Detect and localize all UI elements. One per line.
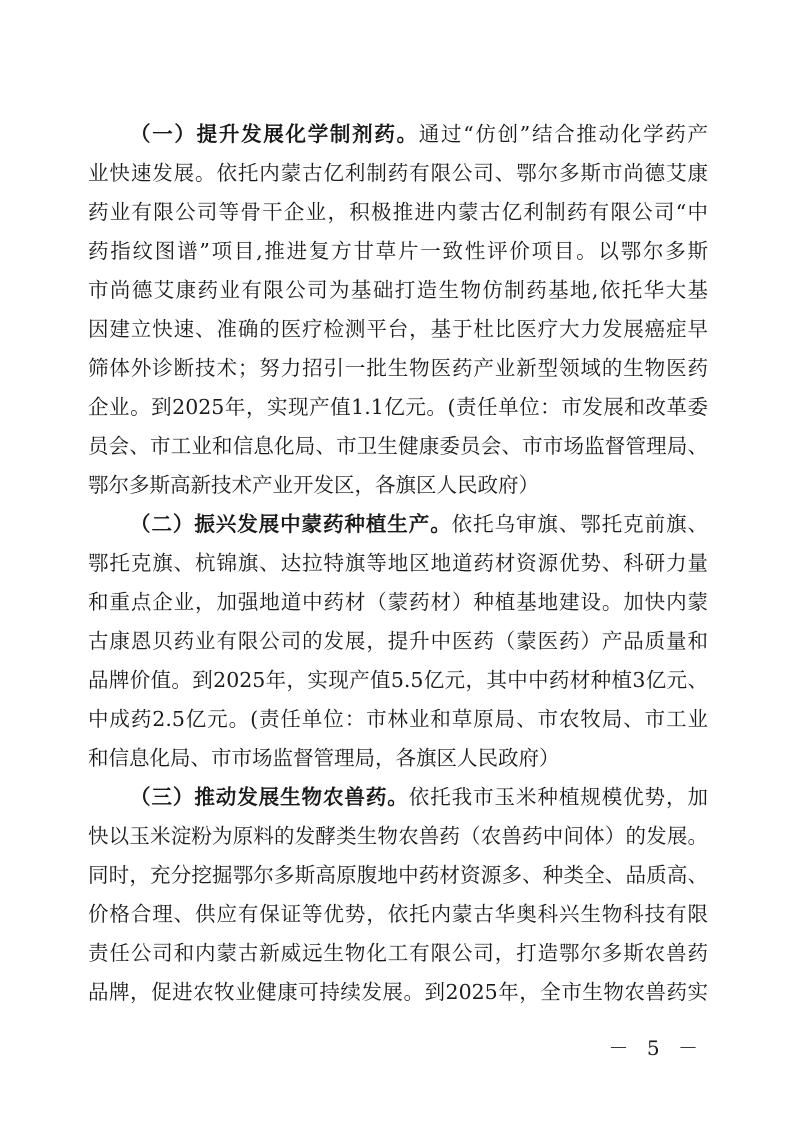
section-1-line-6: 因建立快速、准确的医疗检测平台，基于杜比医疗大力发展癌症早 bbox=[88, 317, 708, 341]
section-1-line-1-text: 通过“仿创”结合推动化学药产 bbox=[418, 122, 708, 146]
section-2-line-1 bbox=[130, 506, 708, 542]
section-2-line-7: 和信息化局、市市场监督管理局，各旗区人民政府） bbox=[88, 746, 560, 770]
section-2-line-2: 鄂托克旗、杭锦旗、达拉特旗等地区地道药材资源优势、科研力量 bbox=[88, 551, 708, 575]
section-2-heading: （二）振兴发展中蒙药种植生产。 bbox=[130, 512, 452, 536]
section-1-line-2: 业快速发展。依托内蒙古亿利制药有限公司、鄂尔多斯市尚德艾康 bbox=[88, 161, 708, 185]
section-3-line-1 bbox=[130, 779, 708, 815]
section-1-line-8: 企业。到2025年，实现产值1.1亿元。(责任单位：市发展和改革委 bbox=[88, 395, 708, 419]
section-2-line-1-text: 依托乌审旗、鄂托克前旗、 bbox=[451, 512, 709, 536]
section-3-heading: （三）推动发展生物农兽药。 bbox=[130, 785, 409, 809]
section-3-line-4: 价格合理、供应有保证等优势，依托内蒙古华奥科兴生物科技有限 bbox=[88, 902, 708, 926]
section-1-line-5: 市尚德艾康药业有限公司为基础打造生物仿制药基地,依托华大基 bbox=[88, 278, 708, 302]
section-1-line-9: 员会、市工业和信息化局、市卫生健康委员会、市市场监督管理局、 bbox=[88, 434, 708, 458]
section-2-line-4: 古康恩贝药业有限公司的发展，提升中医药（蒙医药）产品质量和 bbox=[88, 629, 708, 653]
section-2-line-5: 品牌价值。到2025年，实现产值5.5亿元，其中中药材种植3亿元、 bbox=[88, 668, 708, 692]
section-3-line-6: 品牌，促进农牧业健康可持续发展。到2025年，全市生物农兽药实 bbox=[88, 980, 708, 1004]
section-3-line-1-text: 依托我市玉米种植规模优势，加 bbox=[408, 785, 708, 809]
section-1-line-10: 鄂尔多斯高新技术产业开发区，各旗区人民政府） bbox=[88, 473, 539, 497]
page-number: － 5 － bbox=[608, 1036, 704, 1060]
section-1-heading: （一）提升发展化学制剂药。 bbox=[130, 122, 419, 146]
section-3-line-5: 责任公司和内蒙古新威远生物化工有限公司，打造鄂尔多斯农兽药 bbox=[88, 941, 708, 965]
section-1-line-1 bbox=[130, 116, 708, 152]
section-1-line-4: 药指纹图谱”项目,推进复方甘草片一致性评价项目。以鄂尔多斯 bbox=[88, 239, 708, 263]
section-3-line-3: 同时，充分挖掘鄂尔多斯高原腹地中药材资源多、种类全、品质高、 bbox=[88, 863, 708, 887]
section-3-line-2: 快以玉米淀粉为原料的发酵类生物农兽药（农兽药中间体）的发展。 bbox=[88, 824, 708, 848]
section-1-line-3: 药业有限公司等骨干企业，积极推进内蒙古亿利制药有限公司“中 bbox=[88, 200, 708, 224]
section-1-line-7: 筛体外诊断技术；努力招引一批生物医药产业新型领域的生物医药 bbox=[88, 356, 708, 380]
section-2-line-3: 和重点企业，加强地道中药材（蒙药材）种植基地建设。加快内蒙 bbox=[88, 590, 708, 614]
section-2-line-6: 中成药2.5亿元。(责任单位：市林业和草原局、市农牧局、市工业 bbox=[88, 707, 708, 731]
